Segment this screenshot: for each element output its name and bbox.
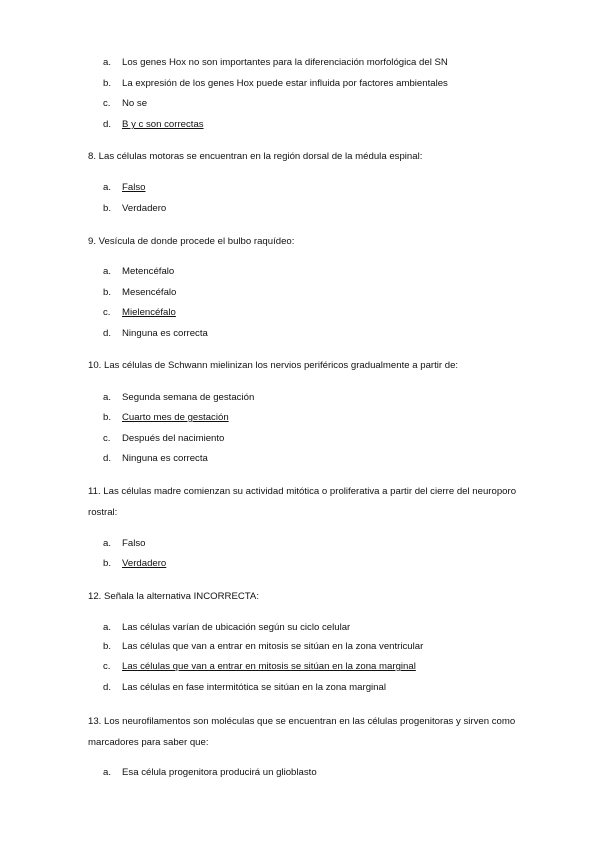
option-letter: b. xyxy=(103,641,112,652)
option-letter: c. xyxy=(103,307,111,318)
question-10: 10. Las células de Schwann mielinizan los nervios periféricos gradualmente a partir de: xyxy=(88,360,459,371)
question-text-line2: marcadores para saber que: xyxy=(88,737,209,748)
question-13 xyxy=(88,711,520,753)
question-text-line2: rostral: xyxy=(88,507,118,518)
option-letter: d. xyxy=(103,328,112,339)
option-text-correct: Las células que van a entrar en mitosis se sitúan en la zona marginal xyxy=(122,661,416,672)
option-text-correct: Cuarto mes de gestación xyxy=(122,412,229,423)
option-text: Esa célula progenitora producirá un glioblasto xyxy=(122,767,317,778)
q11-option-a xyxy=(103,538,145,549)
option-letter: a. xyxy=(103,767,112,778)
option-text: Las células que van a entrar en mitosis se sitúan en la zona ventricular xyxy=(122,641,424,652)
option-letter: d. xyxy=(103,682,112,693)
option-text: Segunda semana de gestación xyxy=(122,392,255,403)
question-text-line1: 11. Las células madre comienzan su actividad mitótica o proliferativa a partir del cierre del neuroporo xyxy=(88,486,517,497)
option-text: Las células en fase intermitótica se sitúan en la zona marginal xyxy=(122,682,386,693)
question-text-line1: 13. Los neurofilamentos son moléculas que se encuentran en las células progenitoras y sirven como xyxy=(88,716,516,727)
option-text: La expresión de los genes Hox puede estar influida por factores ambientales xyxy=(122,78,448,89)
option-text: Metencéfalo xyxy=(122,266,175,277)
option-text: Falso xyxy=(122,538,146,549)
q10-option-d xyxy=(103,453,208,464)
option-letter: a. xyxy=(103,622,112,633)
prev-option-b xyxy=(103,78,448,89)
q9-option-c xyxy=(103,307,176,318)
option-text: Verdadero xyxy=(122,203,167,214)
q9-option-b xyxy=(103,287,176,298)
option-text: Las células varían de ubicación según su ciclo celular xyxy=(122,622,351,633)
q12-option-c xyxy=(103,661,416,672)
q10-option-a xyxy=(103,392,254,403)
option-text: Ninguna es correcta xyxy=(122,453,208,464)
option-letter: b. xyxy=(103,412,112,423)
option-letter: a. xyxy=(103,392,112,403)
question-8: 8. Las células motoras se encuentran en la región dorsal de la médula espinal: xyxy=(88,151,423,162)
option-letter: b. xyxy=(103,78,112,89)
option-text-correct: Falso xyxy=(122,182,146,193)
option-text: Después del nacimiento xyxy=(122,433,225,444)
option-text-correct: B y c son correctas xyxy=(122,119,204,130)
q11-option-b xyxy=(103,558,166,569)
option-text: No se xyxy=(122,98,148,109)
option-letter: a. xyxy=(103,538,112,549)
q12-option-d xyxy=(103,682,386,693)
question-12: 12. Señala la alternativa INCORRECTA: xyxy=(88,591,259,602)
option-letter: d. xyxy=(103,453,112,464)
q12-option-b xyxy=(103,641,423,652)
option-text: Ninguna es correcta xyxy=(122,328,208,339)
option-letter: b. xyxy=(103,287,112,298)
option-letter: a. xyxy=(103,57,112,68)
option-letter: a. xyxy=(103,266,112,277)
option-letter: b. xyxy=(103,558,112,569)
option-text-correct: Verdadero xyxy=(122,558,167,569)
question-9: 9. Vesícula de donde procede el bulbo raquídeo: xyxy=(88,236,295,247)
q9-option-a xyxy=(103,266,174,277)
option-letter: a. xyxy=(103,182,112,193)
prev-option-d xyxy=(103,119,204,130)
option-letter: c. xyxy=(103,661,111,672)
option-letter: d. xyxy=(103,119,112,130)
q10-option-b xyxy=(103,412,229,423)
q8-option-b xyxy=(103,203,166,214)
q9-option-d xyxy=(103,328,208,339)
q10-option-c xyxy=(103,433,224,444)
option-text-correct: Mielencéfalo xyxy=(122,307,176,318)
option-text: Mesencéfalo xyxy=(122,287,177,298)
prev-option-a xyxy=(103,57,448,68)
prev-option-c xyxy=(103,98,147,109)
question-11 xyxy=(88,481,520,523)
option-text: Los genes Hox no son importantes para la diferenciación morfológica del SN xyxy=(122,57,448,68)
q8-option-a xyxy=(103,182,145,193)
q12-option-a xyxy=(103,622,350,633)
option-letter: c. xyxy=(103,433,111,444)
q13-option-a xyxy=(103,767,317,778)
option-letter: b. xyxy=(103,203,112,214)
option-letter: c. xyxy=(103,98,111,109)
